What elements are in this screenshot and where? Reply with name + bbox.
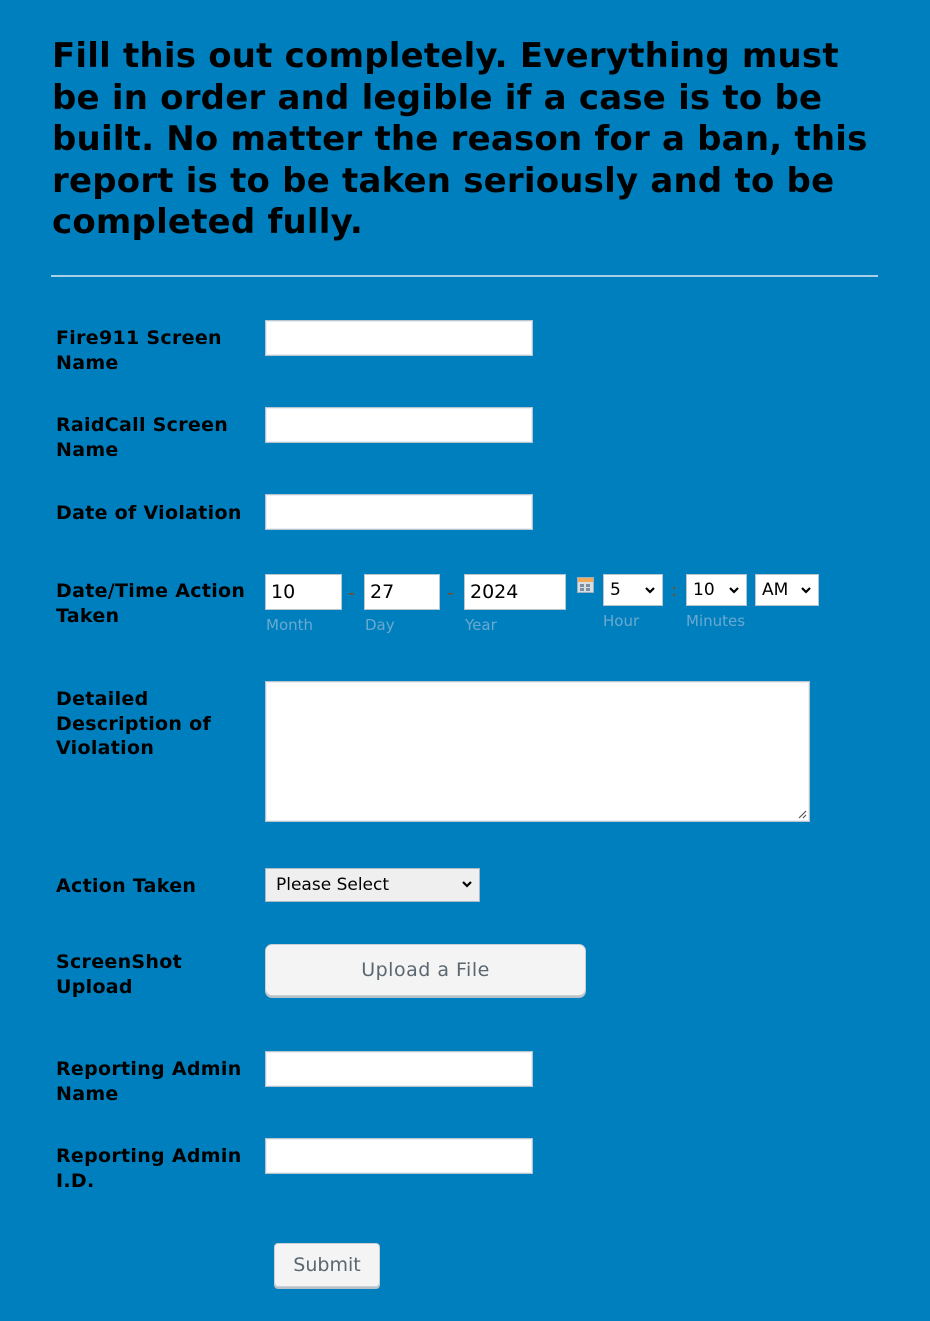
calendar-icon[interactable] — [577, 577, 594, 593]
upload-file-button[interactable]: Upload a File — [265, 944, 586, 996]
hour-value: 5 — [610, 580, 621, 600]
reporting-admin-name-label: Reporting Admin Name — [56, 1058, 242, 1105]
action-taken-selected: Please Select — [276, 875, 390, 895]
action-taken-label: Action Taken — [56, 875, 197, 897]
chevron-down-icon — [800, 584, 812, 596]
day-input[interactable]: 27 — [364, 574, 440, 610]
month-sublabel: Month — [266, 616, 314, 634]
ampm-select[interactable] — [755, 574, 819, 606]
minutes-select[interactable] — [686, 574, 747, 606]
hour-select[interactable] — [603, 574, 663, 606]
description-label: Detailed Description of Violation — [56, 688, 212, 759]
time-separator: : — [671, 580, 678, 601]
description-textarea[interactable] — [265, 681, 810, 822]
month-input[interactable]: 10 — [265, 574, 342, 610]
chevron-down-icon — [644, 584, 656, 596]
year-input[interactable]: 2024 — [464, 574, 566, 610]
resize-grip-icon[interactable] — [797, 809, 807, 819]
minutes-sublabel: Minutes — [686, 612, 746, 630]
year-sublabel: Year — [465, 616, 497, 634]
reporting-admin-name-input[interactable] — [265, 1051, 533, 1087]
minutes-value: 10 — [693, 580, 715, 600]
screenshot-upload-label: ScreenShot Upload — [56, 951, 182, 998]
submit-button[interactable]: Submit — [274, 1243, 380, 1287]
date-separator: - — [348, 582, 355, 604]
hour-sublabel: Hour — [603, 612, 640, 630]
fire911-screen-name-input[interactable] — [265, 320, 533, 356]
date-separator: - — [447, 582, 454, 604]
day-sublabel: Day — [365, 616, 395, 634]
chevron-down-icon — [461, 878, 473, 890]
ampm-value: AM — [762, 580, 789, 600]
raidcall-screen-name-label: RaidCall Screen Name — [56, 414, 229, 461]
form-instructions: Fill this out completely. Everything must be in order and legible if a case is to be built. No matter the reason for a ban, this report is to be taken seriously and to be completed fully. — [52, 36, 868, 242]
datetime-action-taken-label: Date/Time Action Taken — [56, 580, 246, 627]
raidcall-screen-name-input[interactable] — [265, 407, 533, 443]
action-taken-select[interactable] — [265, 868, 480, 902]
divider — [51, 275, 878, 277]
fire911-screen-name-label: Fire911 Screen Name — [56, 327, 222, 374]
date-of-violation-label: Date of Violation — [56, 502, 242, 524]
reporting-admin-id-label: Reporting Admin I.D. — [56, 1145, 242, 1192]
chevron-down-icon — [728, 584, 740, 596]
reporting-admin-id-input[interactable] — [265, 1138, 533, 1174]
date-of-violation-input[interactable] — [265, 494, 533, 530]
